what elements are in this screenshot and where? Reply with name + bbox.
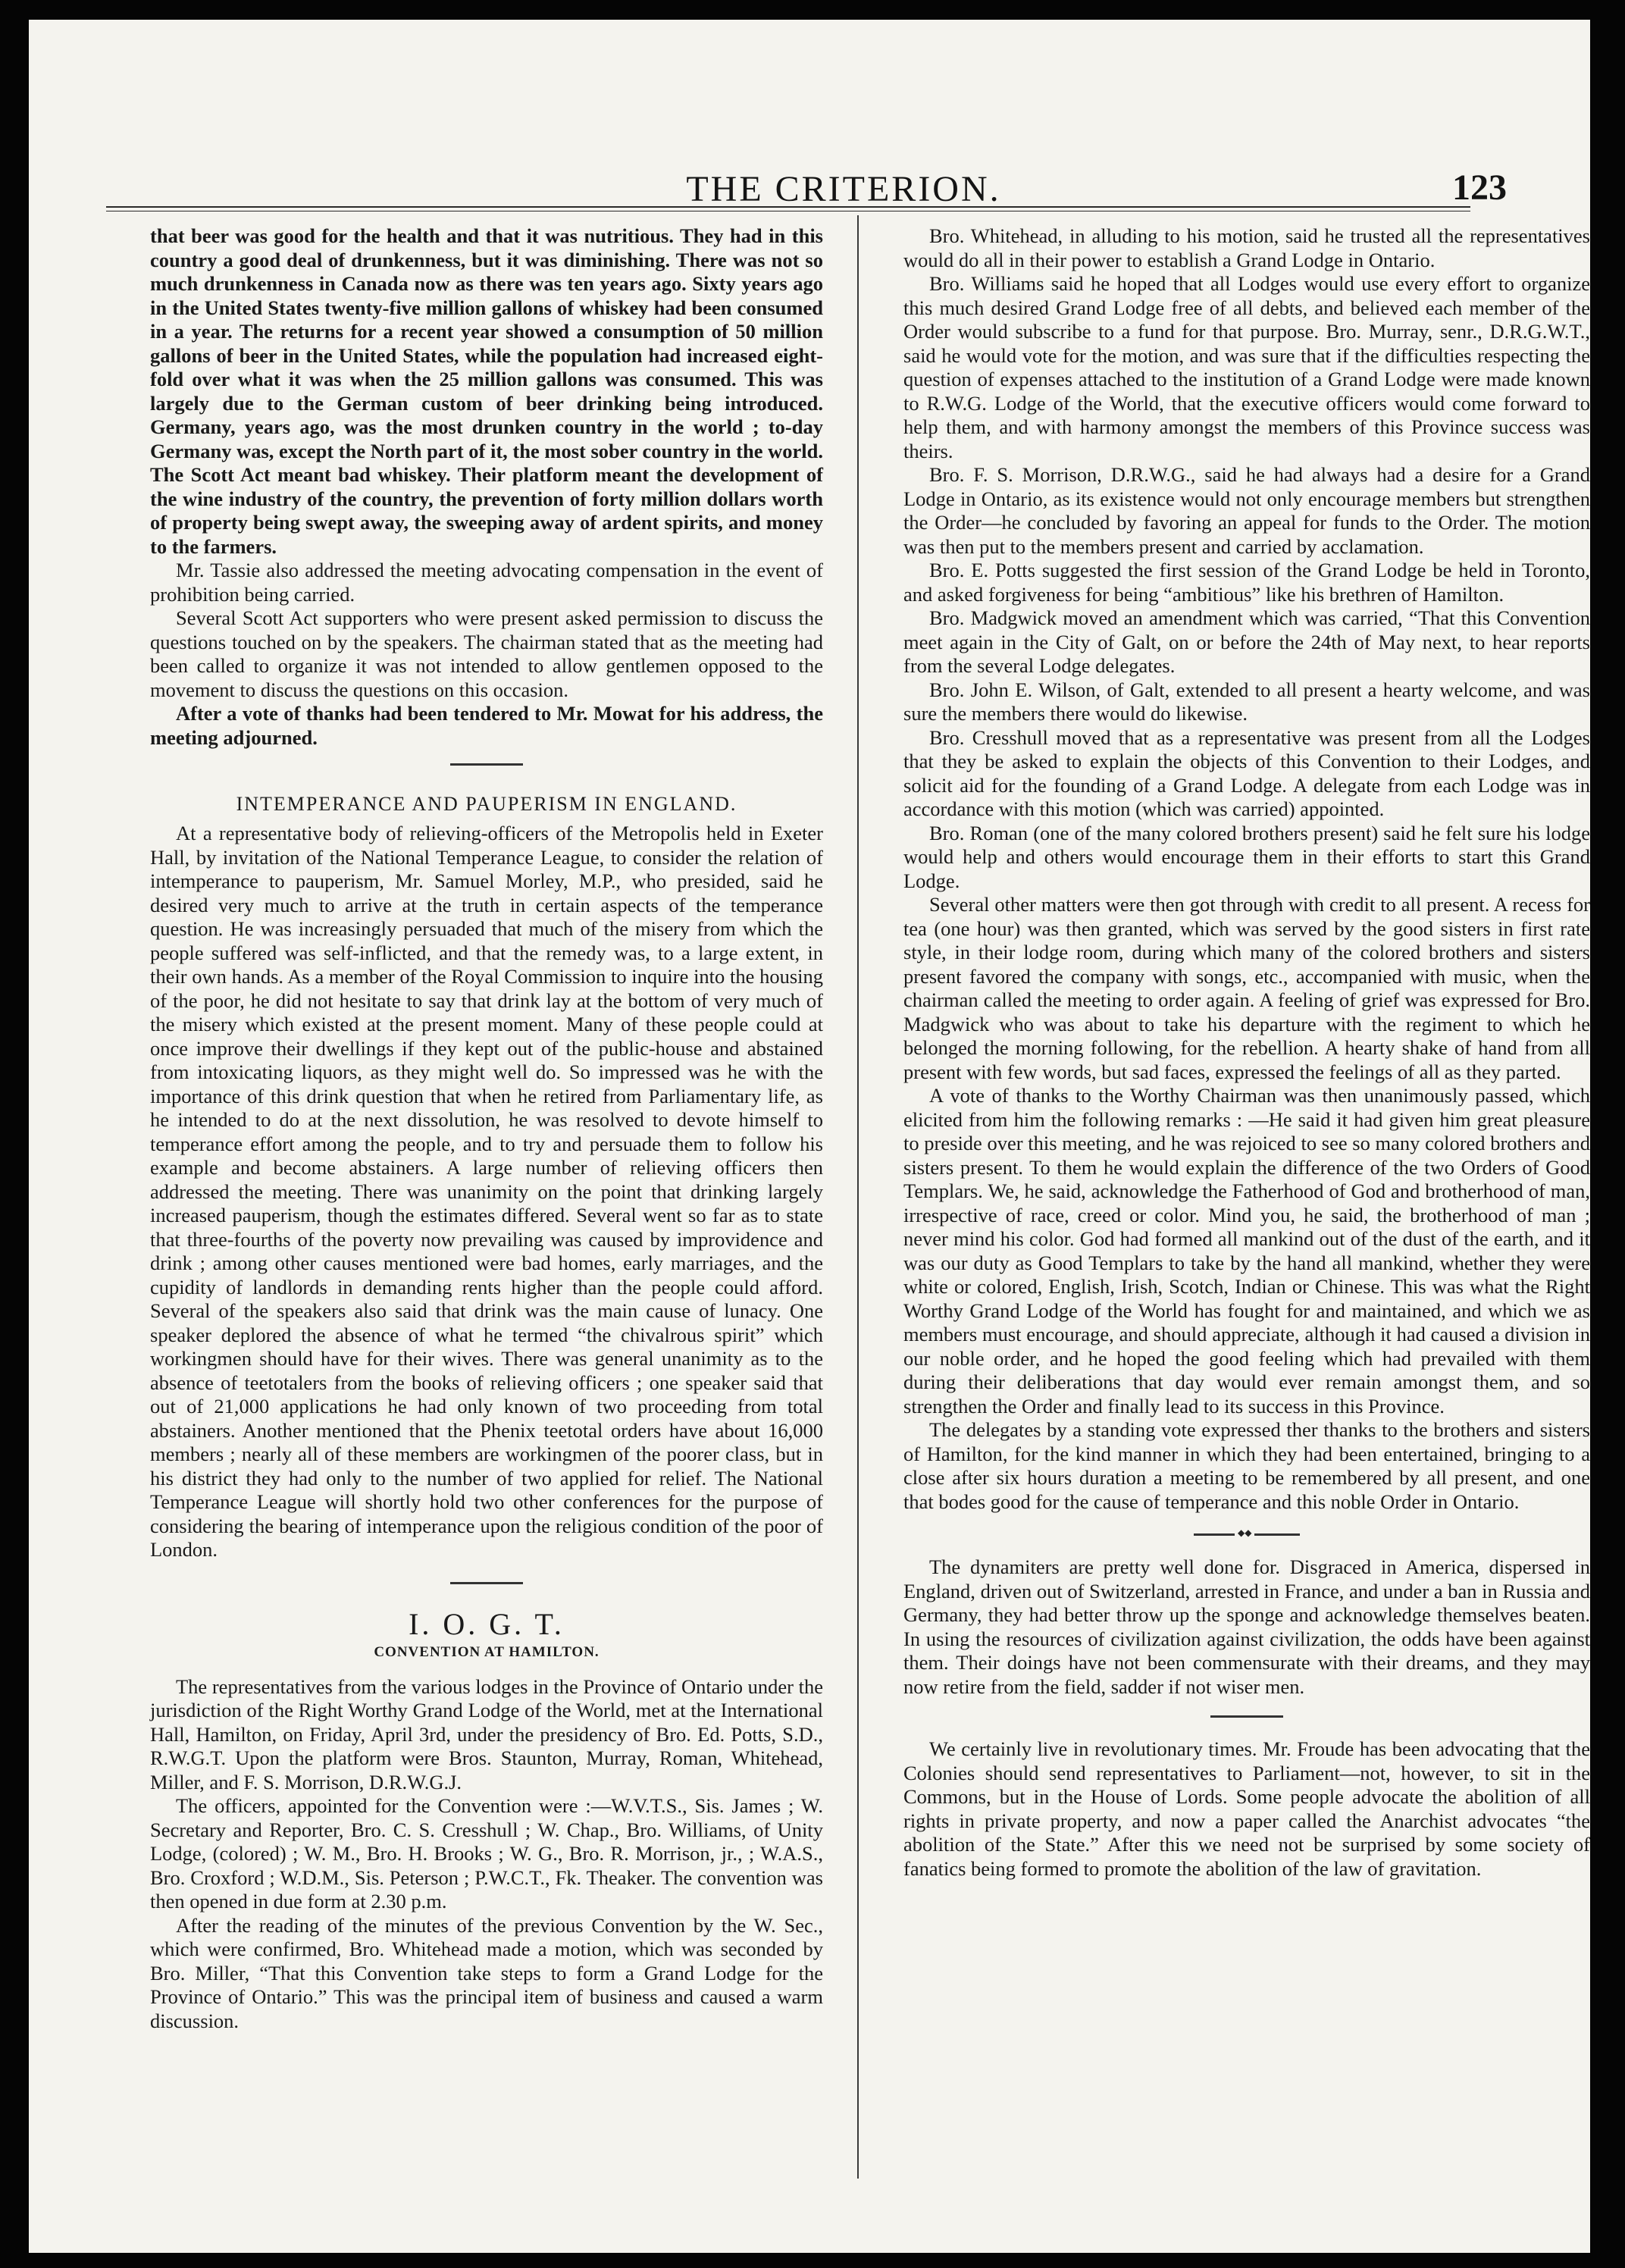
paragraph-whitehead: Bro. Whitehead, in alluding to his motion, said he trusted all the representatives would do all in their power to establish a Grand Lodge in Ontario.: [903, 224, 1590, 271]
paragraph-cresshull: Bro. Cresshull moved that as a representative was present from all the Lodges that they be asked to explain the objects of this Convention to their Lodges, and solicit aid for the founding of a Grand Lodge. A delegate from each Lodge was in accordance with this motion (which was carried) appointed.: [903, 725, 1590, 820]
section-separator: [450, 1582, 523, 1584]
article-title-intemperance: INTEMPERANCE AND PAUPERISM IN ENGLAND.: [236, 793, 737, 815]
right-column: [903, 224, 1590, 1881]
paragraph-wilson: Bro. John E. Wilson, of Galt, extended to all present a hearty welcome, and was sure the members there would do likewise.: [903, 678, 1590, 725]
note-revolutionary-times: We certainly live in revolutionary times. Mr. Froude has been advocating that the Colonies should send representatives to Parliament—not, however, to sit in the Commons, but in the House of Lords. Some people advocate the abolition of all rights in private property, and now a paper called the Anarchist advocates “the abolition of the State.” After this we need not be surprised by some society of fanatics being formed to promote the abolition of the law of gravitation.: [903, 1737, 1590, 1880]
left-column: [150, 224, 823, 2033]
paragraph-tassie: Mr. Tassie also addressed the meeting advocating compensation in the event of prohibition being carried.: [150, 559, 823, 606]
paragraph-representatives: The representatives from the various lodges in the Province of Ontario under the jurisdiction of the Right Worthy Grand Lodge of the World, met at the International Hall, Hamilton, on Friday, April 3rd, under the presidency of Bro. Ed. Potts, S.D., R.W.G.T. Upon the platform were Bros. Staunton, Murray, Roman, Whitehead, Miller, and F. S. Morrison, D.R.W.G.J.: [150, 1674, 823, 1793]
article-body-intemperance: At a representative body of relieving-officers of the Metropolis held in Exeter Hall, by invitation of the National Temperance League, to consider the relation of intemperance to pauperism, Mr. Samuel Morley, M.P., who presided, said he desired very much to arrive at the truth in certain aspects of the temperance question. He was increasingly persuaded that much of the misery from which the people suffered was self-inflicted, and that the remedy was, to a large extent, in their own hands. As a member of the Royal Commission to inquire into the housing of the poor, he did not hesitate to say that drink lay at the bottom of very much of the misery which existed at the present moment. Many of these people could at once improve their dwellings if they kept out of the public-house and abstained from intoxicating liquors, as they might well do. So impressed was he with the importance of this drink question that when he retired from Parliamentary life, as he intended to do at the next dissolution, he was resolved to devote himself to temperance effort among the people, and to try and persuade them to follow his example and become abstainers. A large number of relieving officers then addressed the meeting. There was unanimity on the point that drinking largely increased pauperism, though the estimates differed. Several went so far as to state that three-fourths of the poverty now prevailing was caused by improvidence and drink ; among other causes mentioned were bad homes, early marriages, and the cupidity of landlords in demanding rents higher than the people could afford. Several of the speakers also said that drink was the main cause of lunacy. One speaker deplored the absence of what he termed “the chivalrous spirit” which workingmen should have for their wives. There was general unanimity as to the absence of teetotalers from the books of relieving officers ; one speaker said that out of 21,000 applications he had only known of two proceeding from total abstainers. Another mentioned that the Phenix teetotal orders have about 16,000 members ; nearly all of these members are workingmen of the poorer class, but in his district they had only to the number of two applied for relief. The National Temperance League will shortly hold two other conferences for the purpose of considering the bearing of intemperance upon the religious condition of the poor of London.: [150, 822, 823, 1561]
page-number: 123: [1452, 168, 1507, 208]
continued-paragraph: that beer was good for the health and that it was nutritious. They had in this country a good deal of drunkenness, but it was diminishing. There was not so much drunkenness in Canada now as there was ten years ago. Sixty years ago in the United States twenty-five million gallons of whiskey had been consumed in a year. The returns for a recent year showed a consumption of 50 million gallons of beer in the United States, while the population had increased eight-fold over what it was when the 25 million gallons was consumed. This was largely due to the German custom of beer drinking being introduced. Germany, years ago, was the most drunken country in the world ; to-day Germany was, except the North part of it, the most sober country in the world. The Scott Act meant bad whiskey. Their platform meant the development of the wine industry of the country, the prevention of forty million dollars worth of property being swept away, the sweeping away of ardent spirits, and money to the farmers.: [150, 224, 823, 558]
article-subtitle-convention: CONVENTION AT HAMILTON.: [374, 1643, 600, 1660]
paragraph-motion: After the reading of the minutes of the previous Convention by the W. Sec., which were confirmed, Bro. Whitehead made a motion, which was seconded by Bro. Miller, “That this Convention take steps to form a Grand Lodge for the Province of Ontario.” This was the principal item of business and caused a warm discussion.: [150, 1913, 823, 2032]
paragraph-recess: Several other matters were then got through with credit to all present. A recess for tea (one hour) was then granted, which was served by the good sisters in first rate style, in their lodge room, during which many of the colored brothers and sisters present favored the company with songs, etc., accompanied with music, when the chairman called the meeting to order again. A feeling of grief was expressed for Bro. Madgwick who was about to take his departure with the regiment to which he belonged the morning following, for the rebellion. A hearty shake of hand from all present with few words, but sad faces, expressed the feelings of all as they parted.: [903, 893, 1590, 1083]
masthead-title: THE CRITERION.: [686, 169, 1001, 209]
paragraph-officers: The officers, appointed for the Convention were :—W.V.T.S., Sis. James ; W. Secretary and Reporter, Bro. C. S. Cresshull ; W. Chap., Bro. Williams, of Unity Lodge, (colored) ; W. M., Bro. H. Brooks ; W. G., Bro. R. Morrison, jr., ; W.A.S., Bro. Croxford ; W.D.M., Sis. Peterson ; P.W.C.T., Fk. Theaker. The convention was then opened in due form at 2.30 p.m.: [150, 1794, 823, 1912]
note-dynamiters: The dynamiters are pretty well done for. Disgraced in America, dispersed in England, driven out of Switzerland, arrested in France, and under a ban in Russia and Germany, they had better throw up the sponge and acknowledge themselves beaten. In using the resources of civilization against civilization, the odds have been against them. Their doings have not been commensurate with their dreams, and they may now retire from the field, sadder if not wiser men.: [903, 1555, 1590, 1698]
section-separator: [450, 763, 523, 766]
article-title-iogt: I. O. G. T.: [409, 1606, 565, 1641]
paragraph-potts: Bro. E. Potts suggested the first session of the Grand Lodge be held in Toronto, and asked forgiveness for being “ambitious” like his brethren of Hamilton.: [903, 559, 1590, 606]
paragraph-williams: Bro. Williams said he hoped that all Lodges would use every effort to organize this much desired Grand Lodge free of all debts, and believed each member of the Order would subscribe to a fund for that purpose. Bro. Murray, senr., D.R.G.W.T., said he would vote for the motion, and was sure that if the difficulties respecting the question of expenses attached to the institution of a Grand Lodge were made known to R.W.G. Lodge of the World, that the executive officers would come forward to help them, and with harmony amongst the members of this Province success was theirs.: [903, 272, 1590, 462]
paragraph-madgwick: Bro. Madgwick moved an amendment which was carried, “That this Convention meet again in the City of Galt, on or before the 24th of May next, to hear reports from the several Lodge delegates.: [903, 606, 1590, 677]
paragraph-delegates: The delegates by a standing vote expressed ther thanks to the brothers and sisters of Hamilton, for the kind manner in which they had been entertained, bringing to a close after six hours duration a meeting to be remembered by all present, and one that bodes good for the cause of temperance and this noble Order in Ontario.: [903, 1418, 1590, 1513]
ornamental-separator: [1194, 1533, 1300, 1536]
paragraph-adjourned: After a vote of thanks had been tendered to Mr. Mowat for his address, the meeting adjourned.: [150, 702, 823, 749]
paragraph-vote-of-thanks: A vote of thanks to the Worthy Chairman was then unanimously passed, which elicited from him the following remarks : —He said it had given him great pleasure to preside over this meeting, and he was rejoiced to see so many colored brothers and sisters present. To them he would explain the difference of the two Orders of Good Templars. We, he said, acknowledge the Fatherhood of God and brotherhood of man, irrespective of race, creed or color. Mind you, he said, the brotherhood of man ; never mind his color. God had formed all mankind out of the dust of the earth, and it was our duty as Good Templars to take by the hand all mankind, whether they were white or colored, English, Irish, Scotch, Indian or Chinese. This was what the Right Worthy Grand Lodge of the World has fought for and maintained, and which we as members must encourage, and should appreciate, although it had caused a division in our noble order, and he hoped the good feeling which had prevailed with them during their deliberations that day would ever remain amongst them, and so strengthen the Order and finally lead to its success in this Province.: [903, 1084, 1590, 1418]
paragraph-roman: Bro. Roman (one of the many colored brothers present) said he felt sure his lodge would help and others would encourage them in their efforts to start this Grand Lodge.: [903, 821, 1590, 892]
column-divider: [857, 215, 859, 2179]
section-separator: [1210, 1715, 1283, 1718]
paragraph-morrison: Bro. F. S. Morrison, D.R.W.G., said he had always had a desire for a Grand Lodge in Ontario, as its existence would not only encourage members but strengthen the Order—he concluded by favoring an appeal for funds to the Order. The motion was then put to the members present and carried by acclamation.: [903, 463, 1590, 558]
paragraph-scott-act: Several Scott Act supporters who were present asked permission to discuss the questions touched on by the speakers. The chairman stated that as the meeting had been called to organize it was not intended to allow gentlemen opposed to the movement to discuss the questions on this occasion.: [150, 606, 823, 701]
header-rule: [106, 206, 1470, 211]
